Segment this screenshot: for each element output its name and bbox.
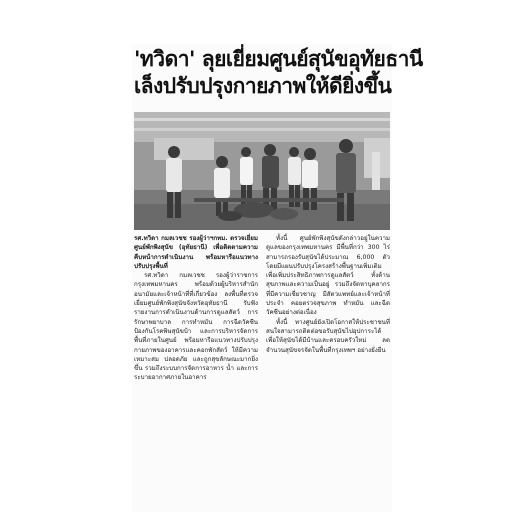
article-column-right <box>266 234 390 355</box>
article-column-left <box>134 234 258 383</box>
headline-line-1: 'ทวิดา' ลุยเยี่ยมศูนย์สุนัขอุทัยธานี <box>134 47 423 71</box>
article-body-right-1: ทั้งนี้ ศูนย์พักพิงสุนัขดังกล่าวอยู่ในความดูแลของกรุงเทพมหานคร มีพื้นที่กว่า 300 ไร่ สามารถรองรับสุนัขได้ประมาณ 6,000 ตัว โดยมีแผนปรับปรุงโครงสร้างพื้นฐานเพิ่มเติม เพื่อเพิ่มประสิทธิภาพการดูแลสัตว์ ทั้งด้านสุขภาพและความเป็นอยู่ รวมถึงจัดหาบุคลากรที่มีความเชี่ยวชาญ มีสัตวแพทย์และเจ้าหน้าที่ประจำ คอยตรวจสุขภาพ ทำหมัน และฉีดวัคซีนอย่างต่อเนื่อง <box>266 235 390 317</box>
article-lead: รศ.ทวิดา กมลเวชช รองผู้ว่าฯกทม. ตรวจเยี่ยมศูนย์พักพิงสุนัข (อุทัยธานี) เพื่อติดตามความคืบหน้าการดำเนินงาน พร้อมหารือแนวทางปรับปรุงพื้นที่ <box>134 235 258 270</box>
headline <box>134 46 423 100</box>
headline-line-2: เล็งปรับปรุงกายภาพให้ดียิ่งขึ้น <box>134 74 392 98</box>
article-body-left: รศ.ทวิดา กมลเวชช รองผู้ว่าราชการกรุงเทพมหานคร พร้อมด้วยผู้บริหารสำนักอนามัยและเจ้าหน้าที่ที่เกี่ยวข้อง ลงพื้นที่ตรวจเยี่ยมศูนย์พักพิงสุนัขจังหวัดอุทัยธานี รับฟังรายงานการดำเนินงานด้านการดูแลสัตว์ การรักษาพยาบาล การทำหมัน การฉีดวัคซีนป้องกันโรคพิษสุนัขบ้า และการบริหารจัดการพื้นที่ภายในศูนย์ พร้อมหารือแนวทางปรับปรุงกายภาพของอาคารและคอกพักสัตว์ ให้มีความเหมาะสม ปลอดภัย และถูกสุขลักษณะมากยิ่งขึ้น รวมถึงระบบการจัดการอาหาร น้ำ และการระบายอากาศภายในอาคาร <box>134 272 258 382</box>
news-photo <box>134 112 390 230</box>
news-photo-drawing <box>134 112 390 230</box>
article-body-right-2: ทั้งนี้ ทางศูนย์ยังเปิดโอกาสให้ประชาชนที่สนใจสามารถติดต่อขอรับสุนัขไปอุปการะได้ เพื่อให้สุนัขได้มีบ้านและครอบครัวใหม่ ลดจำนวนสุนัขจรจัดในพื้นที่กรุงเทพฯ อย่างยั่งยืน <box>266 318 390 354</box>
